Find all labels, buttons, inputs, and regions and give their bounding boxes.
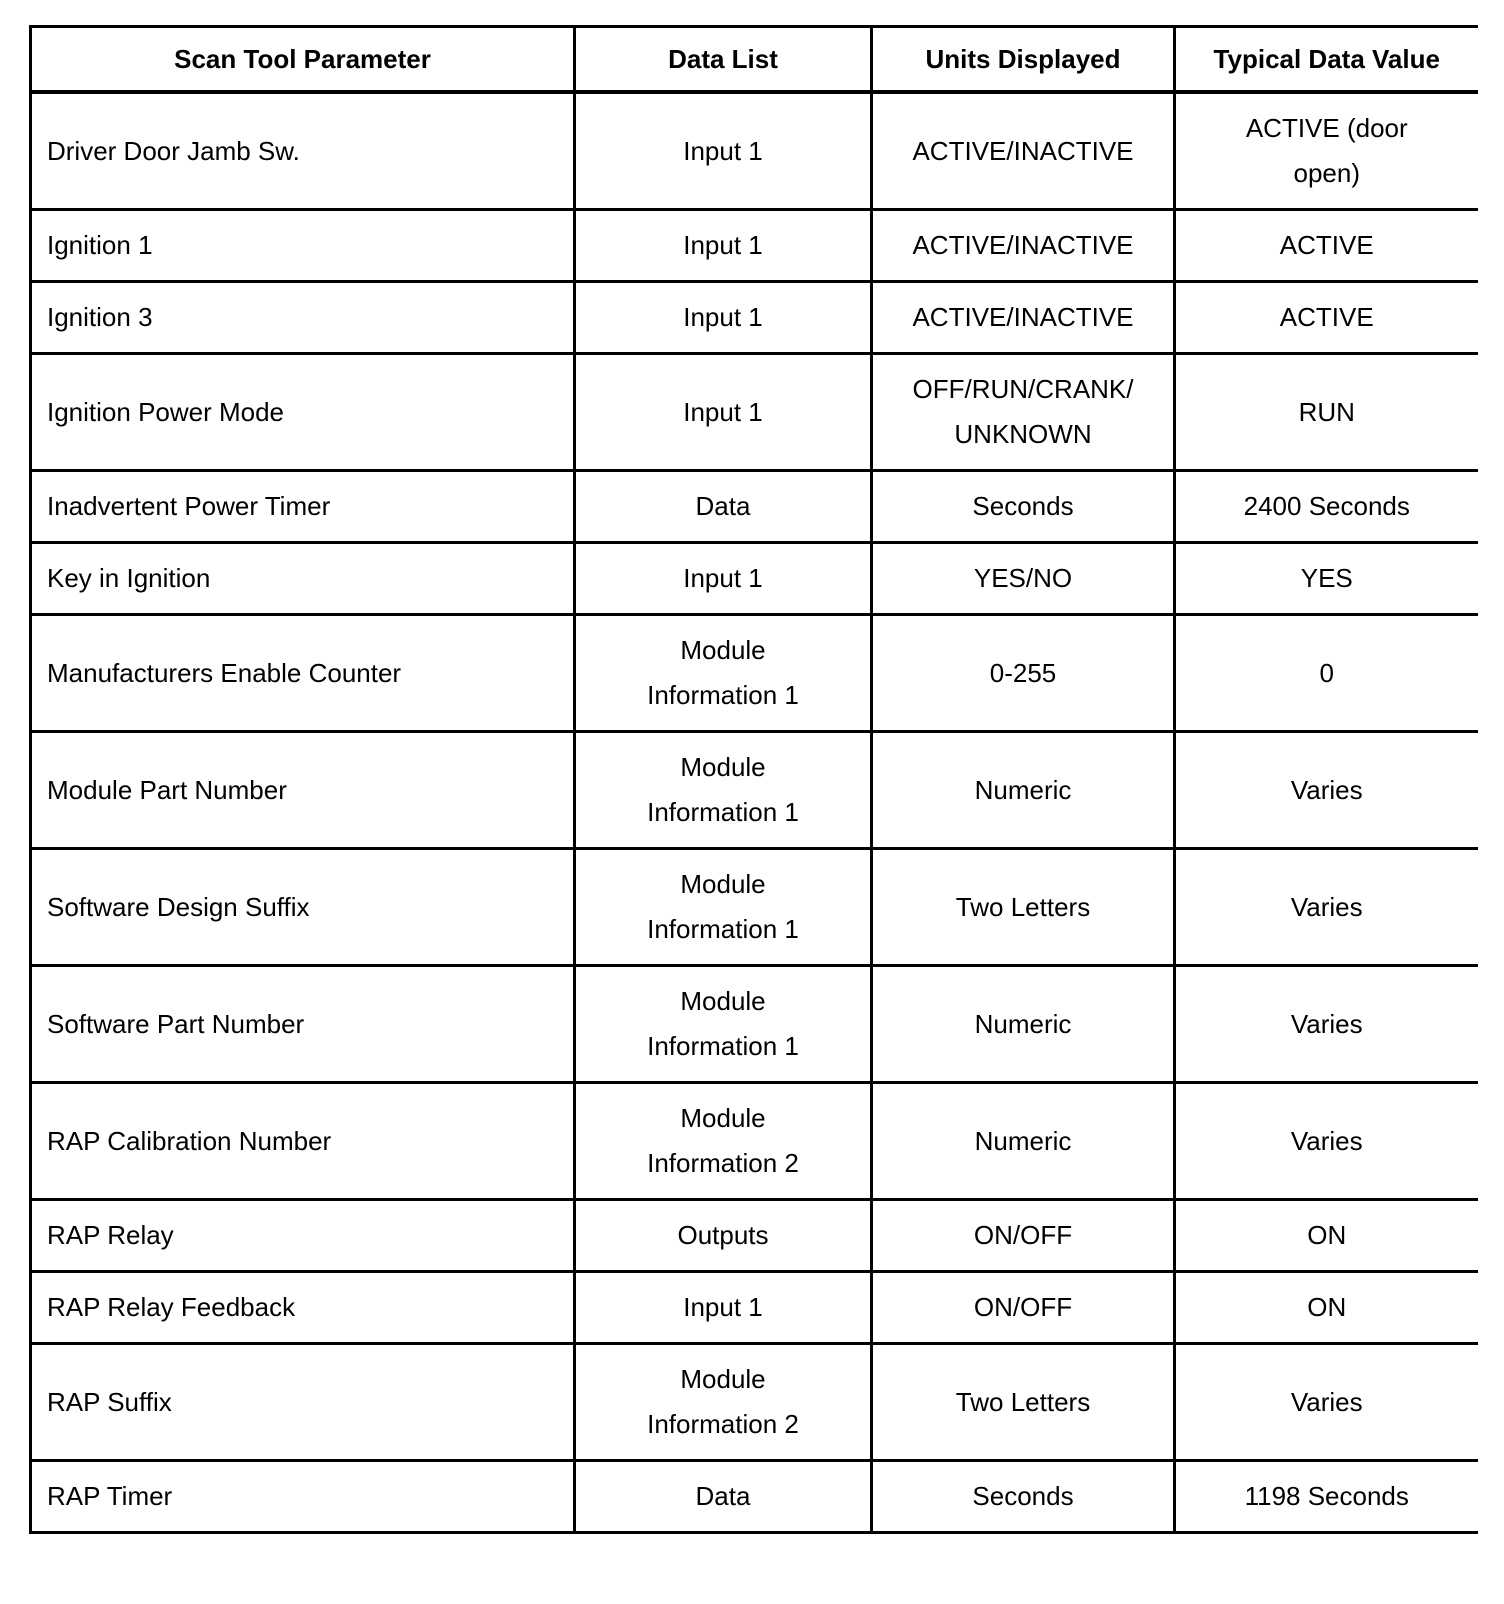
parameter-cell: Inadvertent Power Timer bbox=[31, 471, 575, 543]
parameter-cell: Key in Ignition bbox=[31, 543, 575, 615]
units-cell: ACTIVE/INACTIVE bbox=[872, 210, 1175, 282]
table-row bbox=[31, 615, 1478, 732]
typical-value-cell: ACTIVE (door open) bbox=[1175, 92, 1478, 210]
scan-tool-parameter-table bbox=[29, 25, 1478, 1534]
header-data-list: Data List bbox=[575, 27, 872, 93]
data-list-cell: Module Information 1 bbox=[575, 615, 872, 732]
table-row bbox=[31, 966, 1478, 1083]
table-row bbox=[31, 354, 1478, 471]
typical-value-cell: Varies bbox=[1175, 732, 1478, 849]
data-list-cell: Data bbox=[575, 1461, 872, 1533]
header-units-displayed: Units Displayed bbox=[872, 27, 1175, 93]
table-row bbox=[31, 1272, 1478, 1344]
table-row bbox=[31, 210, 1478, 282]
parameter-cell: RAP Suffix bbox=[31, 1344, 575, 1461]
parameter-cell: Ignition Power Mode bbox=[31, 354, 575, 471]
data-list-cell: Data bbox=[575, 471, 872, 543]
data-list-cell: Module Information 1 bbox=[575, 732, 872, 849]
units-cell: Seconds bbox=[872, 471, 1175, 543]
table-row bbox=[31, 1344, 1478, 1461]
units-cell: ACTIVE/INACTIVE bbox=[872, 282, 1175, 354]
typical-value-cell: ON bbox=[1175, 1200, 1478, 1272]
parameter-cell: Ignition 1 bbox=[31, 210, 575, 282]
typical-value-cell: YES bbox=[1175, 543, 1478, 615]
typical-value-cell: Varies bbox=[1175, 849, 1478, 966]
table-body bbox=[31, 92, 1478, 1533]
data-list-cell: Input 1 bbox=[575, 354, 872, 471]
data-list-cell: Module Information 2 bbox=[575, 1083, 872, 1200]
parameter-cell: Software Part Number bbox=[31, 966, 575, 1083]
header-row bbox=[31, 27, 1478, 93]
data-list-cell: Input 1 bbox=[575, 282, 872, 354]
parameter-cell: Software Design Suffix bbox=[31, 849, 575, 966]
units-cell: OFF/RUN/CRANK/ UNKNOWN bbox=[872, 354, 1175, 471]
header-scan-tool-parameter: Scan Tool Parameter bbox=[31, 27, 575, 93]
data-list-cell: Input 1 bbox=[575, 1272, 872, 1344]
parameter-cell: RAP Relay bbox=[31, 1200, 575, 1272]
typical-value-cell: ON bbox=[1175, 1272, 1478, 1344]
table-row bbox=[31, 1083, 1478, 1200]
parameter-cell: Manufacturers Enable Counter bbox=[31, 615, 575, 732]
parameter-cell: RAP Relay Feedback bbox=[31, 1272, 575, 1344]
data-list-cell: Module Information 2 bbox=[575, 1344, 872, 1461]
typical-value-cell: 0 bbox=[1175, 615, 1478, 732]
typical-value-cell: 1198 Seconds bbox=[1175, 1461, 1478, 1533]
units-cell: Numeric bbox=[872, 732, 1175, 849]
table-row bbox=[31, 1200, 1478, 1272]
units-cell: Numeric bbox=[872, 966, 1175, 1083]
units-cell: ON/OFF bbox=[872, 1200, 1175, 1272]
units-cell: ACTIVE/INACTIVE bbox=[872, 92, 1175, 210]
typical-value-cell: Varies bbox=[1175, 1344, 1478, 1461]
units-cell: 0-255 bbox=[872, 615, 1175, 732]
units-cell: Two Letters bbox=[872, 1344, 1175, 1461]
typical-value-cell: RUN bbox=[1175, 354, 1478, 471]
parameter-cell: RAP Timer bbox=[31, 1461, 575, 1533]
units-cell: Seconds bbox=[872, 1461, 1175, 1533]
table-row bbox=[31, 471, 1478, 543]
units-cell: ON/OFF bbox=[872, 1272, 1175, 1344]
table-row bbox=[31, 543, 1478, 615]
data-list-cell: Outputs bbox=[575, 1200, 872, 1272]
typical-value-cell: Varies bbox=[1175, 966, 1478, 1083]
data-list-cell: Input 1 bbox=[575, 92, 872, 210]
data-list-cell: Module Information 1 bbox=[575, 966, 872, 1083]
table-header bbox=[31, 27, 1478, 93]
typical-value-cell: 2400 Seconds bbox=[1175, 471, 1478, 543]
units-cell: YES/NO bbox=[872, 543, 1175, 615]
table-row bbox=[31, 92, 1478, 210]
parameter-cell: Module Part Number bbox=[31, 732, 575, 849]
parameter-cell: RAP Calibration Number bbox=[31, 1083, 575, 1200]
data-list-cell: Module Information 1 bbox=[575, 849, 872, 966]
parameter-cell: Driver Door Jamb Sw. bbox=[31, 92, 575, 210]
table-row bbox=[31, 1461, 1478, 1533]
units-cell: Numeric bbox=[872, 1083, 1175, 1200]
parameter-cell: Ignition 3 bbox=[31, 282, 575, 354]
header-typical-data-value: Typical Data Value bbox=[1175, 27, 1478, 93]
data-list-cell: Input 1 bbox=[575, 210, 872, 282]
table-row bbox=[31, 282, 1478, 354]
table-row bbox=[31, 732, 1478, 849]
data-list-cell: Input 1 bbox=[575, 543, 872, 615]
units-cell: Two Letters bbox=[872, 849, 1175, 966]
typical-value-cell: ACTIVE bbox=[1175, 210, 1478, 282]
typical-value-cell: ACTIVE bbox=[1175, 282, 1478, 354]
table-row bbox=[31, 849, 1478, 966]
typical-value-cell: Varies bbox=[1175, 1083, 1478, 1200]
